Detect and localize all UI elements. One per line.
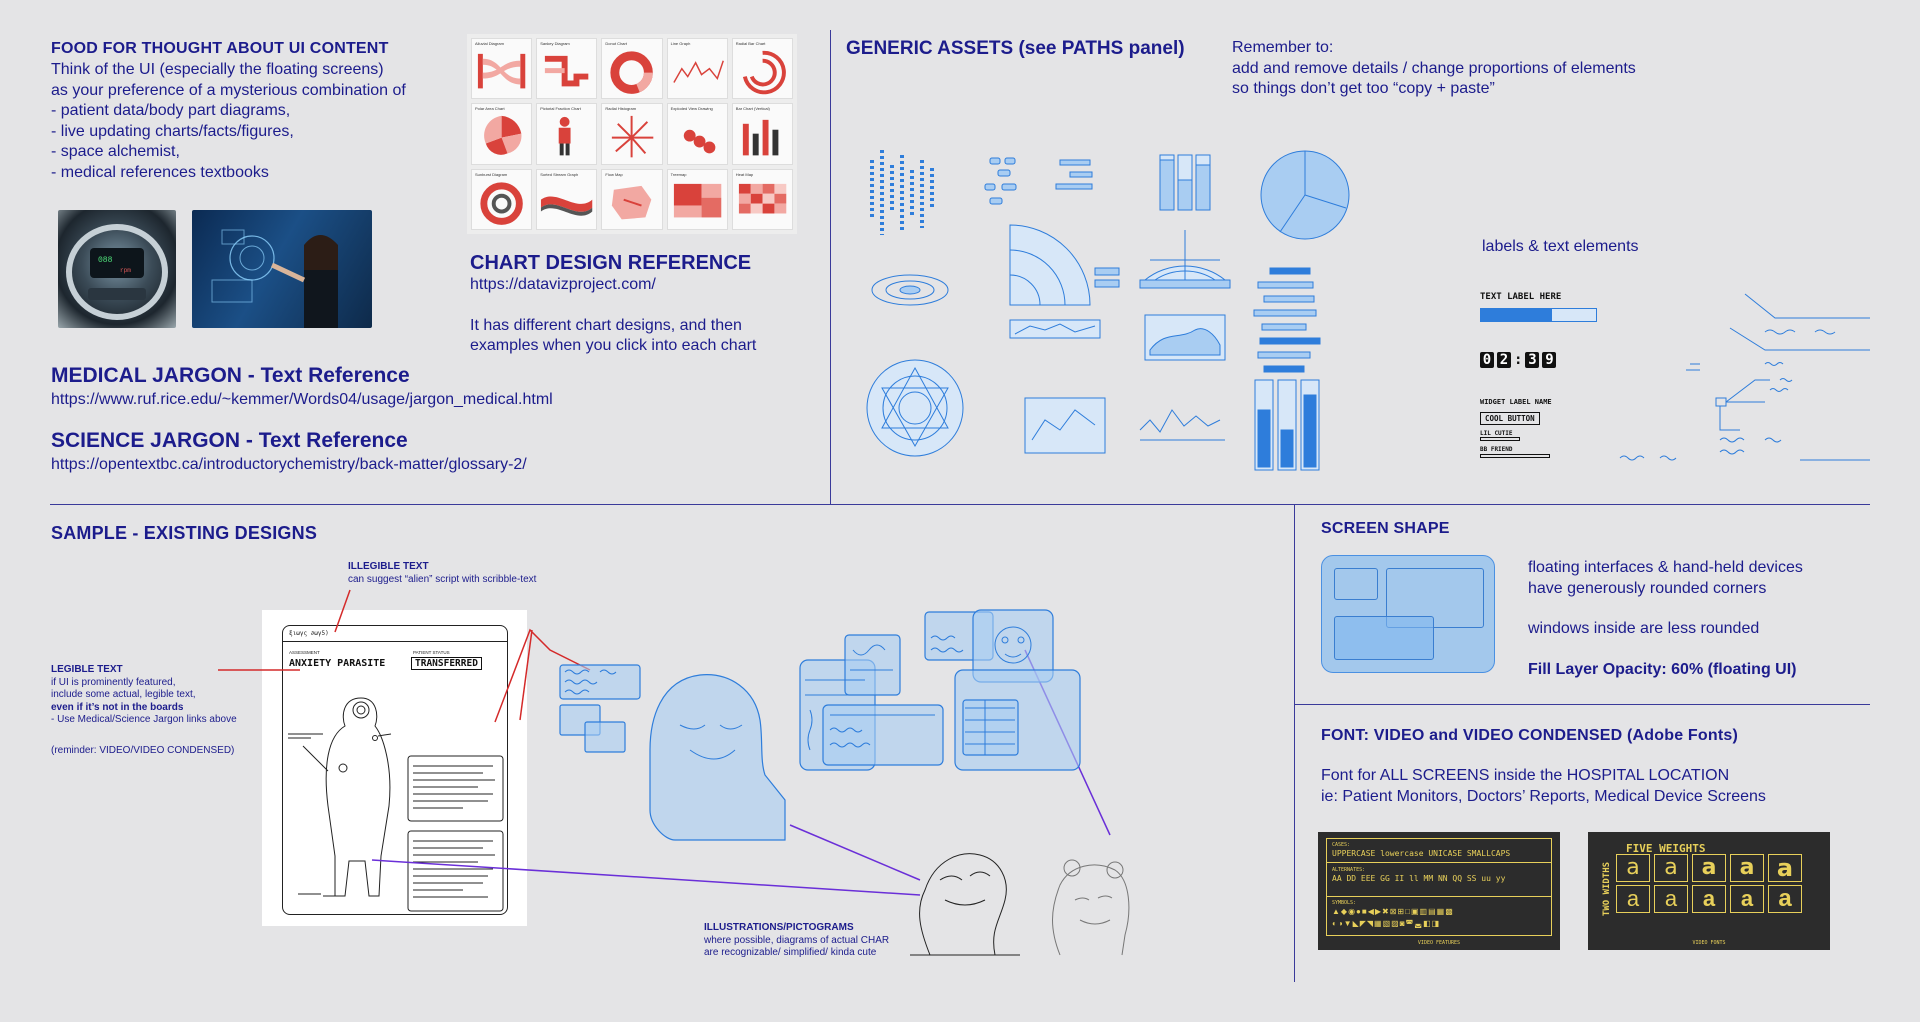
- illegible-note: [348, 561, 648, 586]
- legible-note: [51, 664, 271, 757]
- remember-line-1: add and remove details / change proportions of elements: [1232, 59, 1636, 77]
- thumb-bar-vertical: Bar Chart (Vertical): [732, 103, 793, 164]
- legible-line: if UI is prominently featured,: [51, 676, 176, 688]
- head-silhouette: [650, 675, 785, 840]
- remember-label: Remember to:: [1232, 39, 1334, 56]
- quarter-radar-icon: [1010, 225, 1119, 305]
- thumb-flow-map: Flow Map: [601, 169, 662, 230]
- medical-jargon-title: MEDICAL JARGON - Text Reference: [51, 364, 410, 387]
- symbols-label: SYMBOLS:: [1332, 900, 1357, 906]
- progress-bar-fill: [1481, 309, 1552, 321]
- screen-shape-title: SCREEN SHAPE: [1321, 520, 1450, 537]
- thumb-alluvial: Alluvial Diagram: [471, 38, 532, 99]
- font-note: ie: Patient Monitors, Doctors’ Reports, Medical Device Screens: [1321, 787, 1766, 805]
- food-line: - live updating charts/facts/figures,: [51, 122, 294, 140]
- food-line: - patient data/body part diagrams,: [51, 102, 291, 119]
- thumb-radial-bar: Radial Bar Chart: [732, 38, 793, 99]
- dashboard-photo: [58, 210, 176, 328]
- svg-text:rpm: rpm: [120, 267, 131, 274]
- thumb-polar-area: Polar Area Chart: [471, 103, 532, 164]
- food-section: [51, 40, 451, 183]
- divider-vertical-top: [830, 30, 831, 505]
- patient-body-diagram: [283, 676, 509, 916]
- food-lines: [51, 60, 451, 183]
- font-notes: [1321, 766, 1881, 807]
- screen-note: have generously rounded corners: [1528, 579, 1767, 597]
- legible-line: even if it’s not in the boards: [51, 701, 184, 713]
- screen-shape-notes: [1528, 558, 1878, 680]
- screen-shape-diagram: [1321, 555, 1495, 673]
- lil-cutie-label: LIL CUTIE: [1480, 430, 1513, 437]
- widget-label: WIDGET LABEL NAME: [1480, 398, 1552, 406]
- thumb-pictorial-fraction: Pictorial Fraction Chart: [536, 103, 597, 164]
- features-caption: VIDEO FEATURES: [1417, 940, 1461, 946]
- chart-ref-section: [470, 252, 810, 357]
- cases-label: CASES:: [1332, 842, 1351, 848]
- divider-horizontal-mid: [50, 504, 1870, 505]
- floating-panel: [845, 635, 900, 695]
- patient-status-label: PATIENT STATUS: [413, 650, 450, 655]
- thumb-treemap: Treemap: [667, 169, 728, 230]
- food-title: FOOD FOR THOUGHT ABOUT UI CONTENT: [51, 40, 389, 57]
- document-header-scribble: ξιωγς ∂ωγ5): [289, 630, 329, 637]
- divider-horizontal-right: [1294, 704, 1870, 705]
- thumb-radial-histogram: Radial Histogram: [601, 103, 662, 164]
- chart-ref-desc-1: It has different chart designs, and then: [470, 316, 742, 334]
- weight-sample: a: [1654, 885, 1688, 913]
- assets-title: GENERIC ASSETS (see PATHS panel): [846, 38, 1185, 59]
- inner-window: [1334, 568, 1378, 600]
- symbols-glyphs: ◐◑▼◣◤◥▦▧▨◙◚◛◧◨: [1332, 919, 1441, 928]
- radar-circle-icon: [867, 360, 963, 456]
- illustrations-note: [704, 922, 964, 960]
- vertical-bars-icon: [1160, 155, 1210, 210]
- screen-note-opacity: Fill Layer Opacity: 60% (floating UI): [1528, 660, 1797, 678]
- cases-text: UPPERCASE lowercase UNICASE SMALLCAPS: [1332, 849, 1511, 858]
- character-bear: [1053, 865, 1129, 955]
- legible-title: LEGIBLE TEXT: [51, 664, 123, 675]
- labels-title: labels & text elements: [1482, 238, 1639, 255]
- remember-line-2: so things don’t get too “copy + paste”: [1232, 80, 1495, 97]
- thumb-donut: Donut Chart: [601, 38, 662, 99]
- patient-status-badge: TRANSFERRED: [411, 657, 482, 670]
- floating-panel: [585, 722, 625, 752]
- features-rule: [1326, 862, 1552, 863]
- patient-name: ANXIETY PARASITE: [289, 658, 386, 669]
- legible-line: include some actual, legible text,: [51, 689, 196, 700]
- sample-title: SAMPLE - EXISTING DESIGNS: [51, 523, 318, 543]
- line-chart-frame-icon: [1025, 398, 1105, 453]
- horizontal-bar-list-icon: [1254, 268, 1320, 372]
- science-jargon-title: SCIENCE JARGON - Text Reference: [51, 429, 408, 452]
- weights-grid: [1616, 854, 1802, 913]
- five-weights-label: FIVE WEIGHTS: [1626, 842, 1706, 855]
- chart-ref-title: CHART DESIGN REFERENCE: [470, 252, 752, 274]
- illustrations-title: ILLUSTRATIONS/PICTOGRAMS: [704, 922, 854, 933]
- illustrations-line: are recognizable/ simplified/ kinda cute: [704, 947, 877, 958]
- document-rule: [283, 641, 507, 642]
- science-jargon-section: [51, 429, 751, 476]
- small-line-chart-icon: [1010, 320, 1100, 338]
- symbols-glyphs: ▲◆◉●■◀▶✖⊠⊞□▣▥▤▦▩: [1332, 907, 1454, 916]
- hologram-photo: [192, 210, 372, 328]
- divider-vertical-bottom: [1294, 504, 1295, 982]
- dot-cluster-icon: [985, 158, 1016, 204]
- timer-digit: 9: [1542, 352, 1556, 368]
- two-widths-label: TWO WIDTHS: [1602, 861, 1613, 917]
- timer-display: [1480, 352, 1556, 368]
- inner-window: [1334, 616, 1434, 660]
- contour-blob-icon: [872, 275, 948, 305]
- alternates-text: AA DD EEE GG II ll MM NN QQ SS uu yy: [1332, 874, 1506, 883]
- thumb-line: Line Graph: [667, 38, 728, 99]
- timer-digit: 3: [1525, 352, 1539, 368]
- fonts-caption: VIDEO FONTS: [1692, 940, 1726, 946]
- video-fonts-panel: [1588, 832, 1830, 950]
- thumb-sunburst: Sunburst Diagram: [471, 169, 532, 230]
- floating-ui-sample: [555, 600, 1095, 850]
- screen-note: floating interfaces & hand-held devices: [1528, 559, 1803, 576]
- label-bars-icon: [1056, 160, 1092, 189]
- pie-chart-icon: [1261, 151, 1349, 239]
- thumb-sorted-stream: Sorted Stream Graph: [536, 169, 597, 230]
- connector-lines-graphics: [1590, 290, 1880, 470]
- illegible-title: ILLEGIBLE TEXT: [348, 561, 429, 572]
- food-line: - medical references textbooks: [51, 163, 269, 181]
- area-chart-icon: [1145, 315, 1225, 360]
- document-frame: [282, 625, 508, 915]
- weight-sample: a: [1768, 885, 1802, 913]
- illegible-desc: can suggest “alien” script with scribble-text: [348, 573, 537, 585]
- food-line: as your preference of a mysterious combination of: [51, 81, 406, 99]
- video-features-panel: [1318, 832, 1560, 950]
- thumb-heat-map: Heat Map: [732, 169, 793, 230]
- medical-jargon-link[interactable]: https://www.ruf.rice.edu/~kemmer/Words04/usage/jargon_medical.html: [51, 391, 553, 408]
- timer-digit: 2: [1497, 352, 1511, 368]
- chart-ref-desc-2: examples when you click into each chart: [470, 337, 757, 354]
- features-rule: [1326, 896, 1552, 897]
- food-line: - space alchemist,: [51, 143, 180, 160]
- generic-assets-graphics: [860, 140, 1380, 475]
- illustrations-line: where possible, diagrams of actual CHAR: [704, 934, 890, 946]
- dome-icon: [1140, 230, 1230, 288]
- legible-line: - Use Medical/Science Jargon links above: [51, 714, 237, 725]
- text-label-sample: TEXT LABEL HERE: [1480, 292, 1562, 302]
- floating-panel: [823, 705, 943, 765]
- weight-sample: a: [1730, 854, 1764, 882]
- svg-text:088: 088: [98, 256, 113, 265]
- vertical-level-bars-icon: [1255, 380, 1319, 470]
- wave-line-icon: [1140, 410, 1225, 440]
- thumb-exploded-view: Exploded View Drawing: [667, 103, 728, 164]
- food-line: Think of the UI (especially the floating screens): [51, 61, 384, 78]
- waveform-icon: [872, 150, 932, 235]
- chart-ref-link[interactable]: https://datavizproject.com/: [470, 276, 656, 293]
- weight-sample: a: [1616, 854, 1650, 882]
- timer-digit: 0: [1480, 352, 1494, 368]
- weight-sample: a: [1692, 854, 1726, 882]
- weight-sample: a: [1654, 854, 1688, 882]
- weight-sample: a: [1730, 885, 1764, 913]
- thumb-sankey: Sankey Diagram: [536, 38, 597, 99]
- patient-document: [262, 610, 527, 926]
- font-note: Font for ALL SCREENS inside the HOSPITAL LOCATION: [1321, 767, 1730, 784]
- bb-friend-bar: [1480, 454, 1550, 458]
- assessment-label: ASSESSMENT: [289, 650, 320, 655]
- bb-friend-label: BB FRIEND: [1480, 446, 1513, 453]
- weight-sample: a: [1616, 885, 1650, 913]
- medical-jargon-section: [51, 364, 751, 411]
- weight-sample: a: [1692, 885, 1726, 913]
- chart-reference-thumbnails: [467, 34, 797, 234]
- timer-colon: :: [1514, 352, 1523, 368]
- alternates-label: ALTERNATES:: [1332, 867, 1366, 873]
- screen-note: windows inside are less rounded: [1528, 620, 1760, 637]
- font-title: FONT: VIDEO and VIDEO CONDENSED (Adobe Fonts): [1321, 727, 1739, 744]
- lil-cutie-bar: [1480, 437, 1520, 441]
- assets-remember: [1232, 38, 1752, 100]
- reminder-note: (reminder: VIDEO/VIDEO CONDENSED): [51, 744, 235, 756]
- science-jargon-link[interactable]: https://opentextbc.ca/introductorychemistry/back-matter/glossary-2/: [51, 456, 527, 473]
- floating-panel: [560, 665, 640, 699]
- progress-bar: [1480, 308, 1597, 322]
- weight-sample: a: [1768, 854, 1802, 882]
- cool-button[interactable]: COOL BUTTON: [1480, 412, 1540, 425]
